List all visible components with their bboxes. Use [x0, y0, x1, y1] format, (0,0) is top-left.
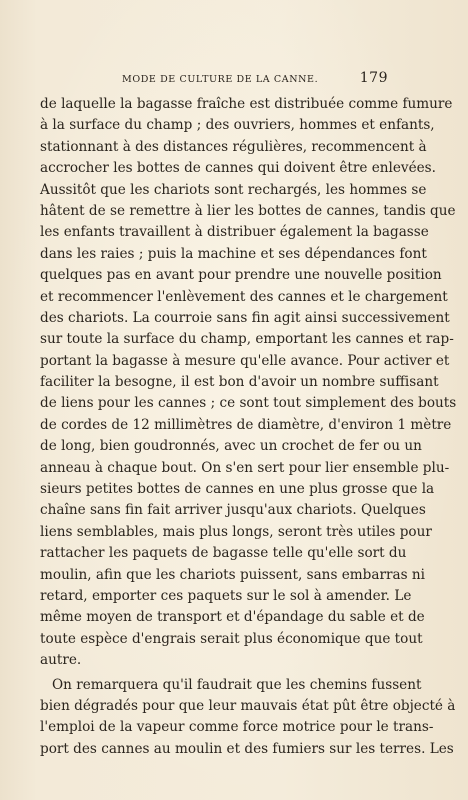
- running-title: MODE DE CULTURE DE LA CANNE.: [122, 74, 319, 85]
- text-line: accrocher les bottes de cannes qui doivent être enlevées.: [40, 160, 436, 177]
- text-line: sieurs petites bottes de cannes en une plus grosse que la: [40, 481, 435, 498]
- text-line: quelques pas en avant pour prendre une nouvelle position: [40, 267, 442, 284]
- text-line: anneau à chaque bout. On s'en sert pour lier ensemble plu-: [40, 459, 450, 476]
- text-line: l'emploi de la vapeur comme force motrice pour le trans-: [40, 719, 434, 736]
- text-line: hâtent de se remettre à lier les bottes de cannes, tandis que: [40, 202, 456, 219]
- text-line: de cordes de 12 millimètres de diamètre, d'environ 1 mètre: [40, 416, 452, 433]
- text-line: de long, bien goudronnés, avec un crochet de fer ou un: [40, 438, 422, 455]
- paragraph-2: [40, 675, 456, 761]
- text-line: portant la bagasse à mesure qu'elle avance. Pour activer et: [40, 352, 450, 369]
- text-line: bien dégradés pour que leur mauvais état pût être objecté à: [40, 697, 456, 714]
- text-line: liens semblables, mais plus longs, seront très utiles pour: [40, 523, 432, 540]
- text-line: et recommencer l'enlèvement des cannes et le chargement: [40, 288, 448, 305]
- text-line: dans les raies ; puis la machine et ses dépendances font: [40, 245, 427, 262]
- text-line: de liens pour les cannes ; ce sont tout simplement des bouts: [40, 395, 457, 412]
- text-line: même moyen de transport et d'épandage du sable et de: [40, 609, 425, 626]
- paragraph-1: [40, 94, 457, 672]
- text-line: de laquelle la bagasse fraîche est distribuée comme fumure: [40, 96, 453, 112]
- text-line: stationnant à des distances régulières, recommencent à: [40, 138, 427, 155]
- text-line: des chariots. La courroie sans fin agit ainsi successivement: [40, 309, 450, 326]
- text-line: à la surface du champ ; des ouvriers, hommes et enfants,: [40, 117, 435, 134]
- text-line: faciliter la besogne, il est bon d'avoir un nombre suffisant: [40, 374, 439, 391]
- text-line: port des cannes au moulin et des fumiers sur les terres. Les: [40, 740, 454, 757]
- text-line: rattacher les paquets de bagasse telle qu'elle sort du: [40, 545, 407, 562]
- text-line: Aussitôt que les chariots sont rechargés, les hommes se: [40, 181, 427, 198]
- text-line: les enfants travaillent à distribuer également la bagasse: [40, 224, 429, 241]
- page-number: 179: [359, 70, 388, 86]
- text-line: moulin, afin que les chariots puissent, sans embarras ni: [40, 566, 425, 583]
- text-line: retard, emporter ces paquets sur le sol à amender. Le: [40, 587, 412, 604]
- text-line: On remarquera qu'il faudrait que les chemins fussent: [52, 676, 422, 693]
- text-line: autre.: [40, 652, 82, 669]
- text-line: toute espèce d'engrais serait plus économique que tout: [40, 630, 423, 647]
- text-line: sur toute la surface du champ, emportant les cannes et rap-: [40, 331, 454, 348]
- text-line: chaîne sans fin fait arriver jusqu'aux chariots. Quelques: [40, 502, 426, 519]
- running-head: [40, 70, 388, 90]
- body-text: [40, 94, 457, 760]
